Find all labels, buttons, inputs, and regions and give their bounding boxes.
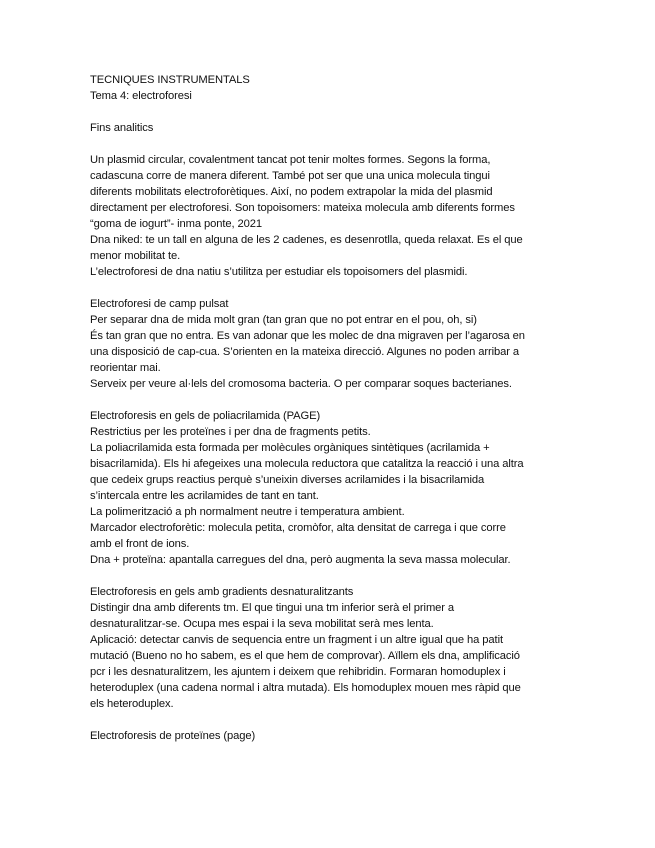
text-line: cadascuna corre de manera diferent. També pot ser que una unica molecula tingui (90, 170, 490, 182)
section-heading: Fins analitics (90, 122, 154, 134)
text-line: bisacrilamida). Els hi afegeixes una molecula reductora que catalitza la reacció i una altra (90, 458, 524, 470)
document-subtitle: Tema 4: electroforesi (90, 90, 192, 102)
text-line: Aplicació: detectar canvis de sequencia entre un fragment i un altre igual que ha patit (90, 634, 503, 646)
text-line: mutació (Bueno no ho sabem, es el que hem de comprovar). Aïllem els dna, amplificació (90, 650, 520, 662)
section-page-gels (90, 408, 570, 568)
text-line: heteroduplex (una cadena normal i altra mutada). Els homoduplex mouen mes ràpid que (90, 682, 521, 694)
text-line: Distingir dna amb diferents tm. El que tingui una tm inferior serà el primer a (90, 602, 455, 614)
text-line: Serveix per veure al·lels del cromosoma bacteria. O per comparar soques bacterianes. (90, 378, 512, 390)
text-line: Un plasmid circular, covalentment tancat pot tenir moltes formes. Segons la forma, (90, 154, 491, 166)
text-line: Per separar dna de mida molt gran (tan gran que no pot entrar en el pou, oh, si) (90, 314, 477, 326)
text-line: pcr i les desnaturalitzem, les ajuntem i deixem que rehibridin. Formaran homoduplex i (90, 666, 506, 678)
text-line: una disposició de cap-cua. S’orienten en la mateixa direcció. Algunes no poden arribar a (90, 346, 520, 358)
text-line: menor mobilitat te. (90, 250, 181, 262)
text-line: s’intercala entre les acrilamides de tant en tant. (90, 490, 319, 502)
text-line: diferents mobilitats electroforètiques. Així, no podem extrapolar la mida del plasmid (90, 186, 493, 198)
text-line: directament per electroforesi. Son topoisomers: mateixa molecula amb diferents formes (90, 202, 515, 214)
text-line: que cedeix grups reactius perquè s’uneixin diverses acrilamides i la bisacrilamida (90, 474, 485, 486)
text-line: “goma de iogurt”- inma ponte, 2021 (90, 218, 262, 230)
section-heading: Electroforesis en gels de poliacrilamida (PAGE) (90, 410, 321, 422)
text-line: Dna + proteïna: apantalla carregues del dna, però augmenta la seva massa molecular. (90, 554, 511, 566)
text-line: La poliacrilamida esta formada per molècules orgàniques sintètiques (acrilamida + (90, 442, 490, 454)
text-line: És tan gran que no entra. Es van adonar que les molec de dna migraven per l’agarosa en (90, 330, 525, 342)
text-line: L’electroforesi de dna natiu s’utilitza per estudiar els topoisomers del plasmidi. (90, 266, 468, 278)
text-line: desnaturalitzar-se. Ocupa mes espai i la seva mobilitat serà mes lenta. (90, 618, 434, 630)
document-body (90, 72, 570, 744)
text-line: reorientar mai. (90, 362, 161, 374)
section-pulsed-field (90, 296, 570, 392)
section-heading: Electroforesi de camp pulsat (90, 298, 229, 310)
text-line: Restrictius per les proteïnes i per dna de fragments petits. (90, 426, 371, 438)
section-topoisomers (90, 152, 570, 280)
text-line: els heteroduplex. (90, 698, 174, 710)
section-heading: Electroforesis en gels amb gradients desnaturalitzants (90, 586, 354, 598)
text-line: amb el front de ions. (90, 538, 190, 550)
text-line: Marcador electroforètic: molecula petita, cromòfor, alta densitat de carrega i que corre (90, 522, 506, 534)
document-title: TECNIQUES INSTRUMENTALS (90, 74, 250, 86)
text-line: La polimerització a ph normalment neutre i temperatura ambient. (90, 506, 405, 518)
section-heading: Electroforesis de proteïnes (page) (90, 730, 256, 742)
text-line: Dna niked: te un tall en alguna de les 2 cadenes, es desenrotlla, queda relaxat. Es el que (90, 234, 523, 246)
section-denaturing-gradient (90, 584, 570, 712)
